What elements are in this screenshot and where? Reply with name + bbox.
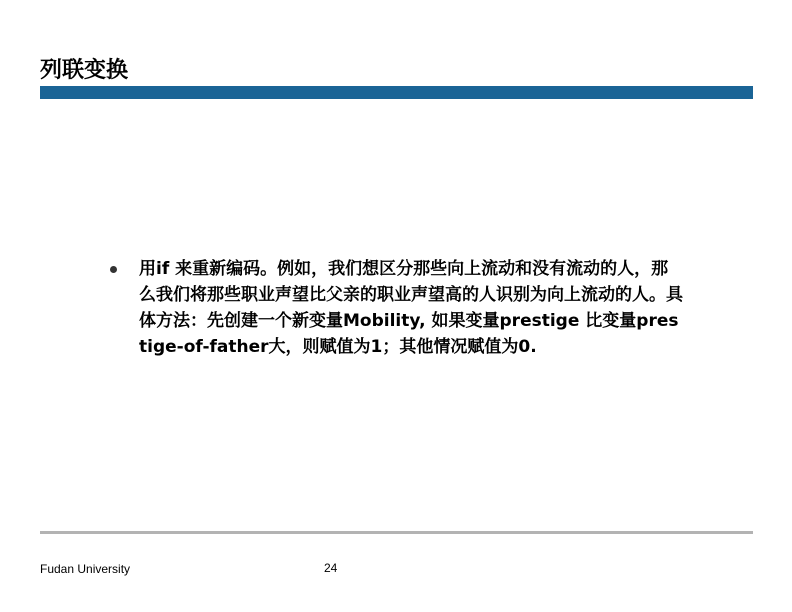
slide-title: 列联变换: [40, 57, 129, 83]
page-number: 24: [324, 561, 338, 575]
bullet-dot-icon: [110, 266, 117, 273]
title-accent-bar: [40, 86, 753, 99]
bullet-item: [110, 256, 690, 360]
footer-divider: [40, 531, 753, 534]
slide-content: [110, 256, 690, 360]
footer-organization: Fudan University: [40, 562, 131, 576]
bullet-text: 用if 来重新编码。例如，我们想区分那些向上流动和没有流动的人，那么我们将那些职业声望比父亲的职业声望高的人识别为向上流动的人。具体方法：先创建一个新变量Mobility, 如果变量prestige 比变量prestige-of-father大，则赋值为1；其他情况赋值为0.: [139, 259, 683, 357]
